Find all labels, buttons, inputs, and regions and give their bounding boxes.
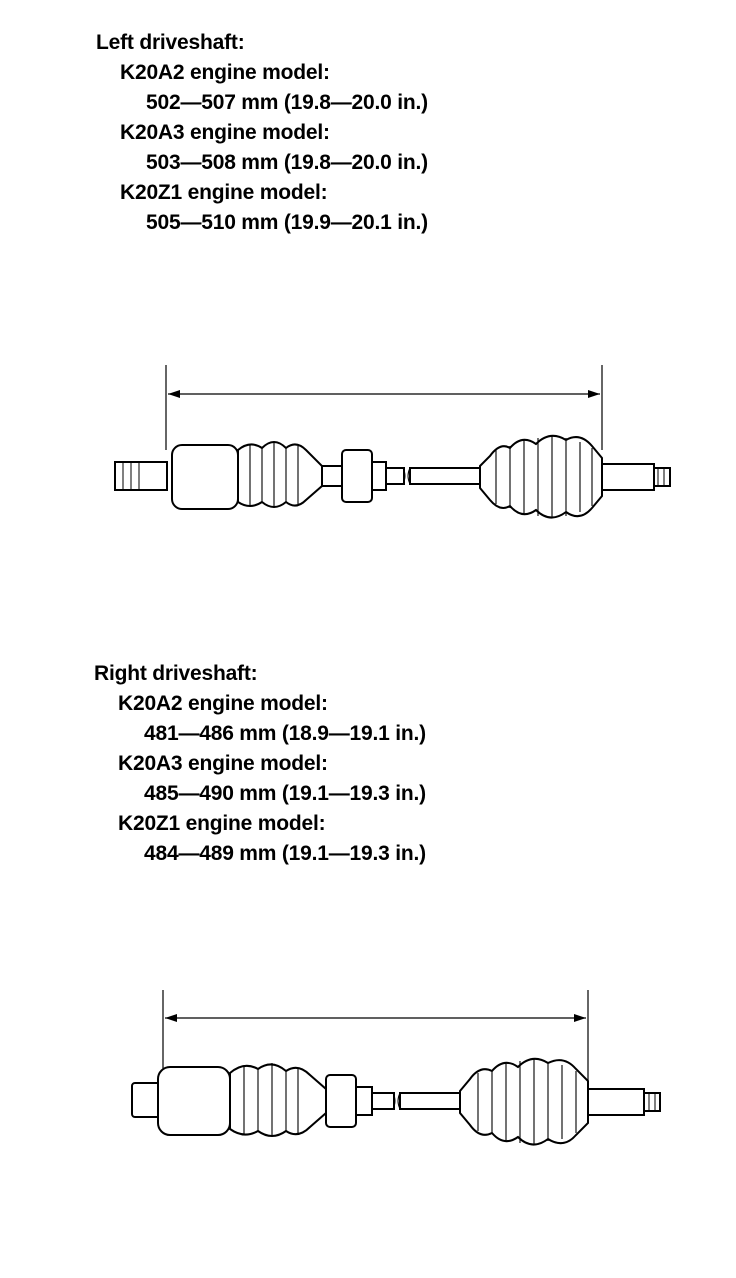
left-k20a3-length-value: 503—508 mm (19.8—20.0 in.): [146, 151, 428, 174]
right-outboard-stub: [588, 1089, 644, 1115]
right-shaft-assembly: [132, 1059, 660, 1145]
right-shaft-segment-1: [372, 1093, 394, 1109]
right-k20a3-model-label: K20A3 engine model:: [118, 752, 328, 775]
right-damper-collar: [356, 1087, 372, 1115]
left-outboard-stub: [602, 464, 654, 490]
left-k20a3-model-label: K20A3 engine model:: [120, 121, 330, 144]
left-dimension-arrow-left: [168, 390, 180, 398]
right-dimension-arrow-left: [165, 1014, 177, 1022]
right-dynamic-damper: [326, 1075, 356, 1127]
right-k20a2-model-label: K20A2 engine model:: [118, 692, 328, 715]
left-driveshaft-spec: [96, 28, 428, 238]
right-k20a3-length-value: 485—490 mm (19.1—19.3 in.): [144, 782, 426, 805]
left-outboard-spline: [654, 468, 670, 486]
right-inboard-joint-housing: [158, 1067, 230, 1135]
left-dimension-arrow-right: [588, 390, 600, 398]
right-shaft-segment-2: [400, 1093, 460, 1109]
right-driveshaft-heading: Right driveshaft:: [94, 662, 258, 685]
left-k20z1-model-label: K20Z1 engine model:: [120, 181, 328, 204]
left-inboard-boot: [238, 442, 322, 507]
right-driveshaft-illustration: [0, 975, 736, 1175]
right-k20z1-length-value: 484—489 mm (19.1—19.3 in.): [144, 842, 426, 865]
left-shaft-segment-3: [410, 468, 480, 484]
left-shaft-assembly: [115, 436, 670, 518]
right-dimension-arrow-right: [574, 1014, 586, 1022]
left-damper-collar: [372, 462, 386, 490]
left-outboard-boot: [480, 436, 602, 518]
left-k20a2-length-value: 502—507 mm (19.8—20.0 in.): [146, 91, 428, 114]
left-dynamic-damper: [342, 450, 372, 502]
right-driveshaft-spec: [94, 659, 426, 869]
left-k20z1-length-value: 505—510 mm (19.9—20.1 in.): [146, 211, 428, 234]
left-k20a2-model-label: K20A2 engine model:: [120, 61, 330, 84]
left-inboard-joint-housing: [172, 445, 238, 509]
right-k20a2-length-value: 481—486 mm (18.9—19.1 in.): [144, 722, 426, 745]
left-driveshaft-heading: Left driveshaft:: [96, 31, 245, 54]
left-driveshaft-illustration: [0, 350, 736, 550]
right-outboard-boot: [460, 1059, 588, 1145]
left-shaft-segment-2: [386, 468, 404, 484]
right-k20z1-model-label: K20Z1 engine model:: [118, 812, 326, 835]
right-outboard-spline: [644, 1093, 660, 1111]
left-shaft-segment-1: [322, 466, 342, 486]
